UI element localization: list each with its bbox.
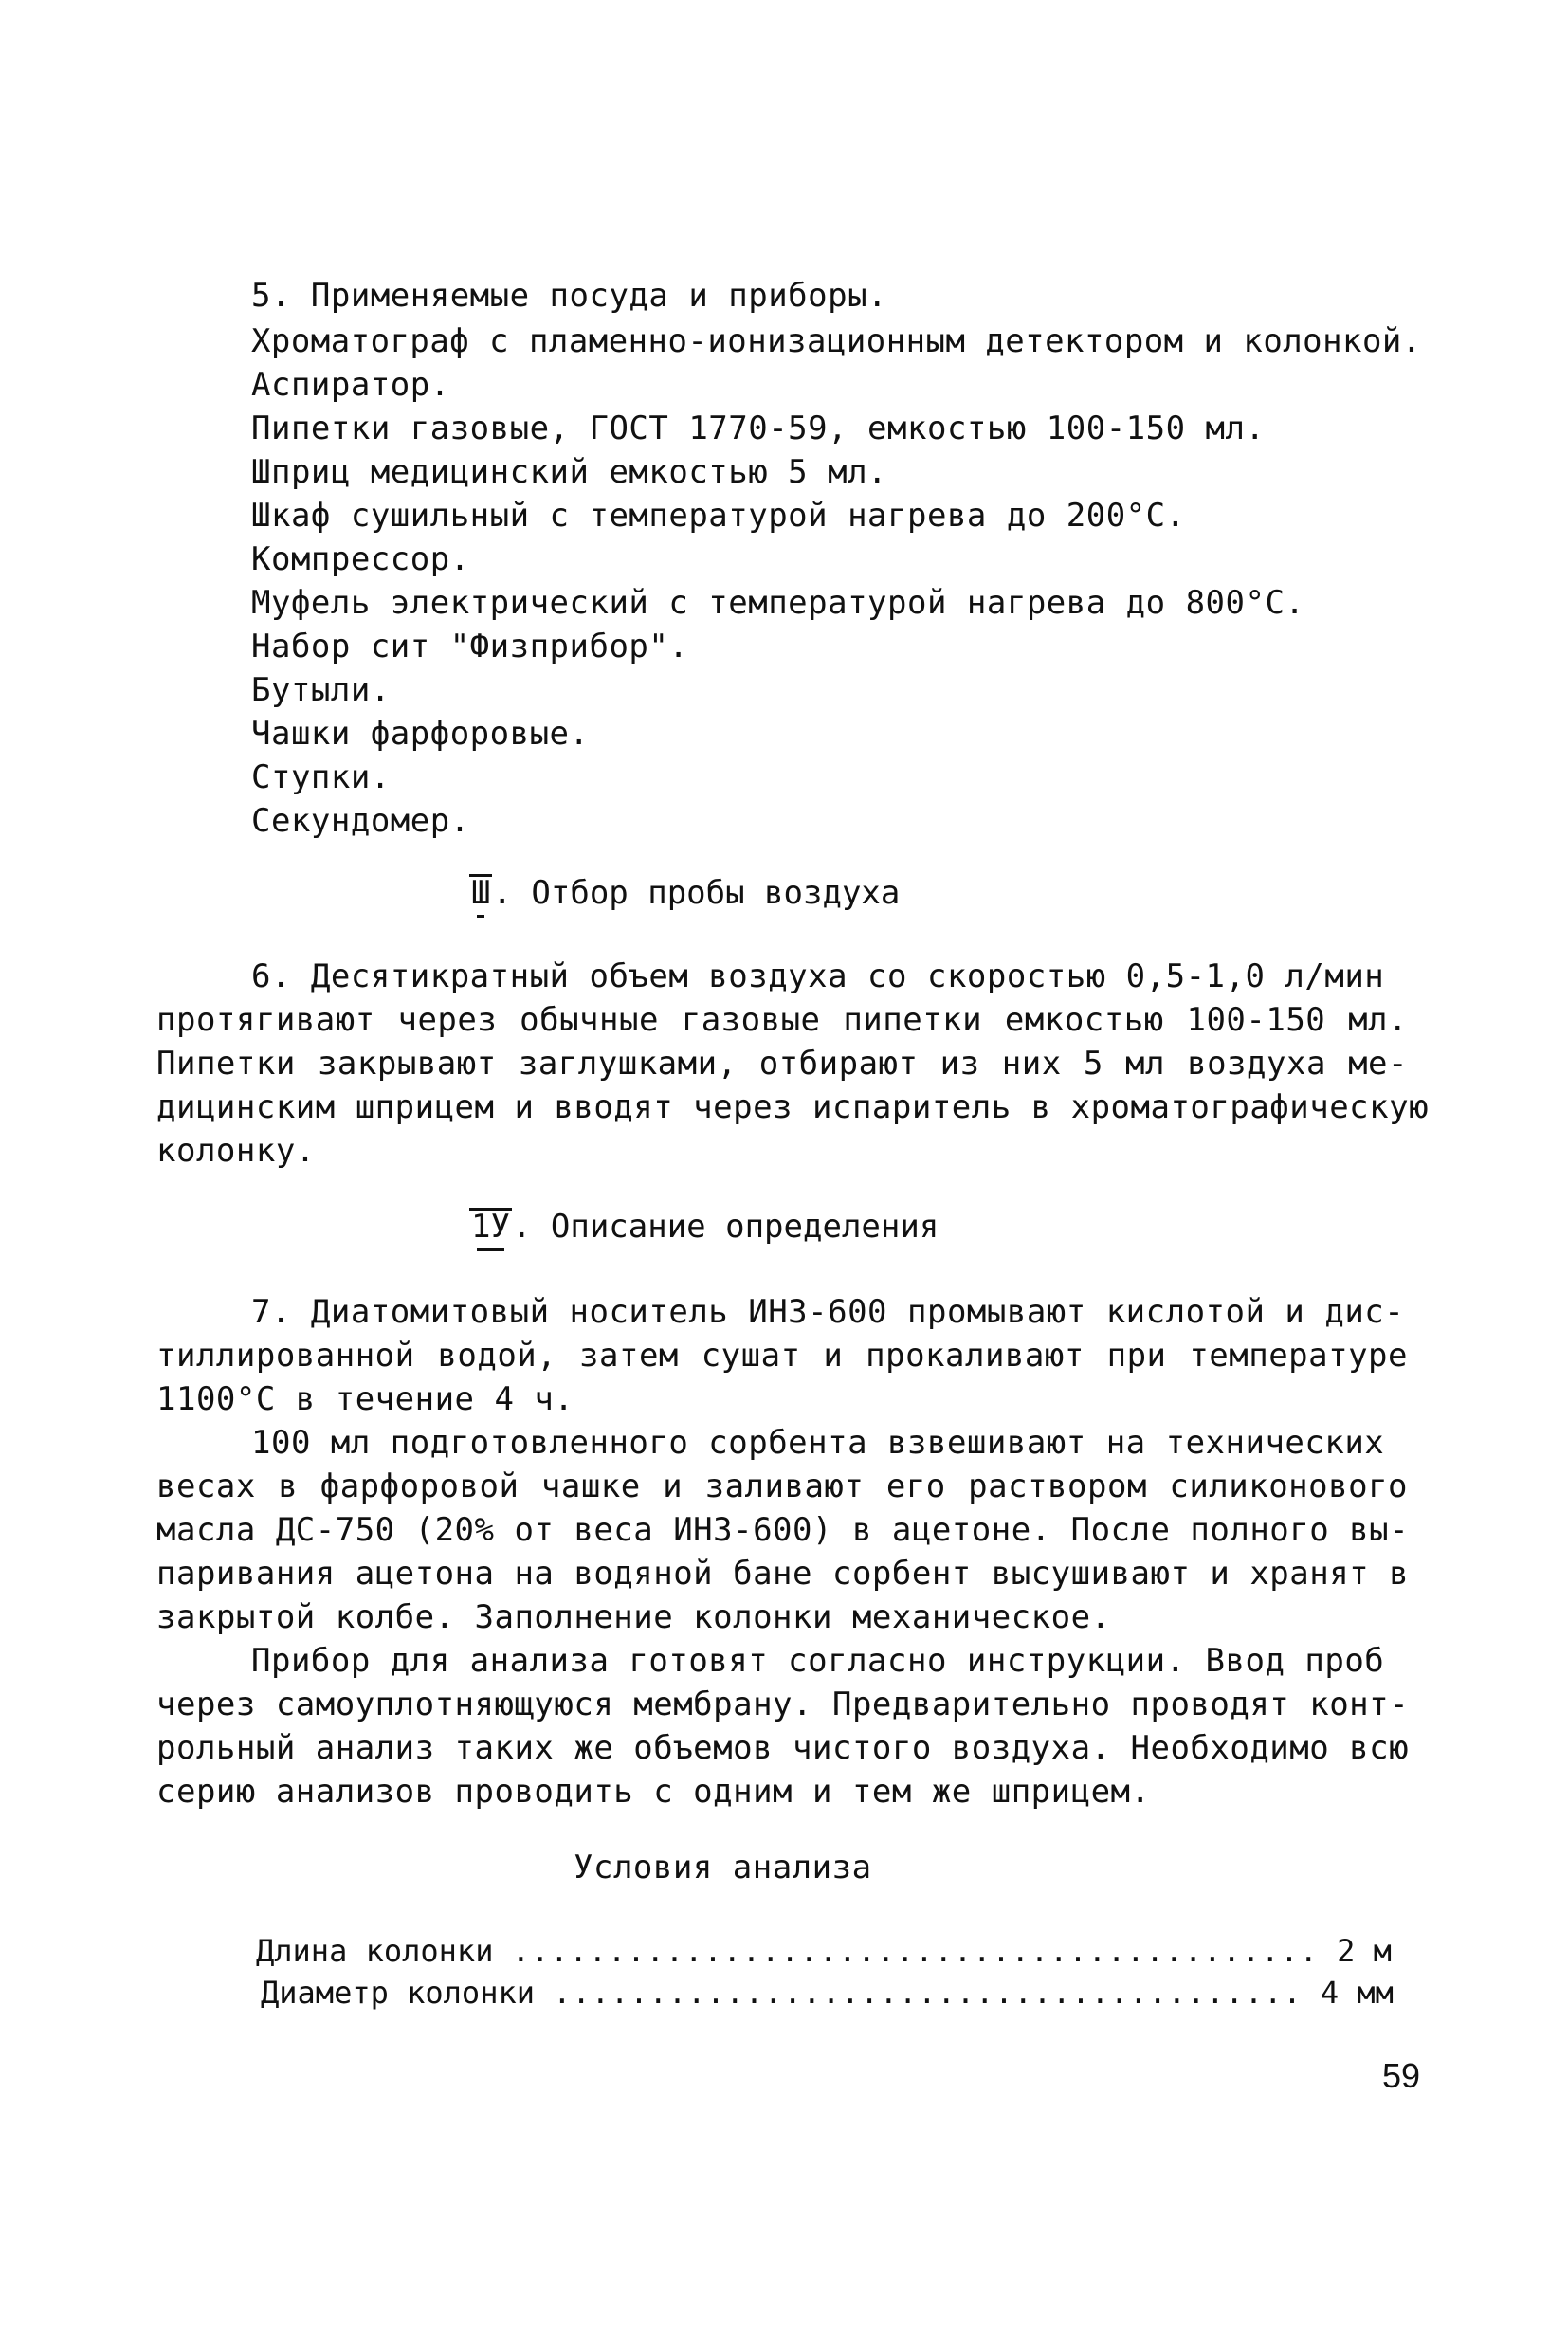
section-4-numeral: 1У (471, 1208, 510, 1246)
condition-row (261, 1972, 1394, 2014)
page-number: 59 (1382, 2056, 1421, 2095)
paragraph-7-line: тиллированной водой, затем сушат и прокаливают при температуре (156, 1337, 1408, 1375)
section-4-title: . Описание определения (511, 1208, 939, 1246)
condition-value: 4 мм (1320, 1975, 1394, 2011)
conditions-title: Условия анализа (574, 1849, 872, 1886)
paragraph-6-line: колонку. (156, 1132, 316, 1170)
condition-row (256, 1930, 1392, 1972)
paragraph-6-line: Пипетки закрывают заглушками, отбирают из них 5 мл воздуха ме- (156, 1045, 1408, 1083)
paragraph-6-line: протягивают через обычные газовые пипетки емкостью 100-150 мл. (156, 1001, 1408, 1039)
equipment-item: Секундомер. (251, 802, 470, 840)
paragraph-9-line: рольный анализ таких же объемов чистого воздуха. Необходимо всю (156, 1729, 1410, 1767)
paragraph-9-line: через самоуплотняющуюся мембрану. Предварительно проводят конт- (156, 1686, 1410, 1723)
paragraph-6-line: дицинским шприцем и вводят через испаритель в хроматографическую (156, 1088, 1430, 1126)
equipment-item: Аспиратор. (251, 366, 450, 404)
paragraph-8-line: масла ДС-750 (20% от веса ИНЗ-600) в ацетоне. После полного вы- (156, 1511, 1410, 1549)
section-3-numeral: Ш (471, 874, 491, 912)
section-5-title: 5. Применяемые посуда и приборы. (251, 277, 888, 315)
paragraph-9-line: серию анализов проводить с одним и тем же шприцем. (156, 1773, 1151, 1811)
paragraph-8-line: закрытой колбе. Заполнение колонки механическое. (156, 1598, 1111, 1636)
condition-value: 2 м (1337, 1933, 1392, 1969)
equipment-item: Пипетки газовые, ГОСТ 1770-59, емкостью 100-150 мл. (251, 410, 1266, 447)
condition-label: Диаметр колонки (261, 1975, 535, 2011)
equipment-item: Ступки. (251, 758, 391, 796)
equipment-item: Шприц медицинский емкостью 5 мл. (251, 453, 888, 491)
condition-label: Длина колонки (256, 1933, 494, 1969)
paragraph-6-line: 6. Десятикратный объем воздуха со скоростью 0,5-1,0 л/мин (251, 957, 1385, 995)
paragraph-8-line: весах в фарфоровой чашке и заливают его раствором силиконового (156, 1467, 1408, 1505)
equipment-item: Чашки фарфоровые. (251, 715, 590, 753)
paragraph-9-line: Прибор для анализа готовят согласно инструкции. Ввод проб (251, 1642, 1385, 1680)
section-3-title: . Отбор пробы воздуха (492, 874, 901, 912)
equipment-item: Шкаф сушильный с температурой нагрева до 200°С. (251, 497, 1186, 535)
equipment-item: Хроматограф с пламенно-ионизационным детектором и колонкой. (251, 322, 1422, 360)
equipment-item: Бутыли. (251, 671, 391, 709)
equipment-item: Муфель электрический с температурой нагрева до 800°С. (251, 584, 1305, 622)
leader-dots: ....................................... (553, 1975, 1303, 2011)
equipment-item: Набор сит "Физприбор". (251, 628, 689, 665)
paragraph-8-line: паривания ацетона на водяной бане сорбент высушивают и хранят в (156, 1555, 1410, 1593)
section-4-heading (469, 1206, 939, 1248)
section-3-heading (469, 872, 900, 914)
leader-dots: .......................................... (511, 1933, 1319, 1969)
paragraph-7-line: 1100°С в течение 4 ч. (156, 1380, 574, 1418)
paragraph-8-line: 100 мл подготовленного сорбента взвешивают на технических (251, 1424, 1385, 1462)
equipment-item: Компрессор. (251, 540, 470, 578)
paragraph-7-line: 7. Диатомитовый носитель ИНЗ-600 промывают кислотой и дис- (251, 1293, 1405, 1331)
